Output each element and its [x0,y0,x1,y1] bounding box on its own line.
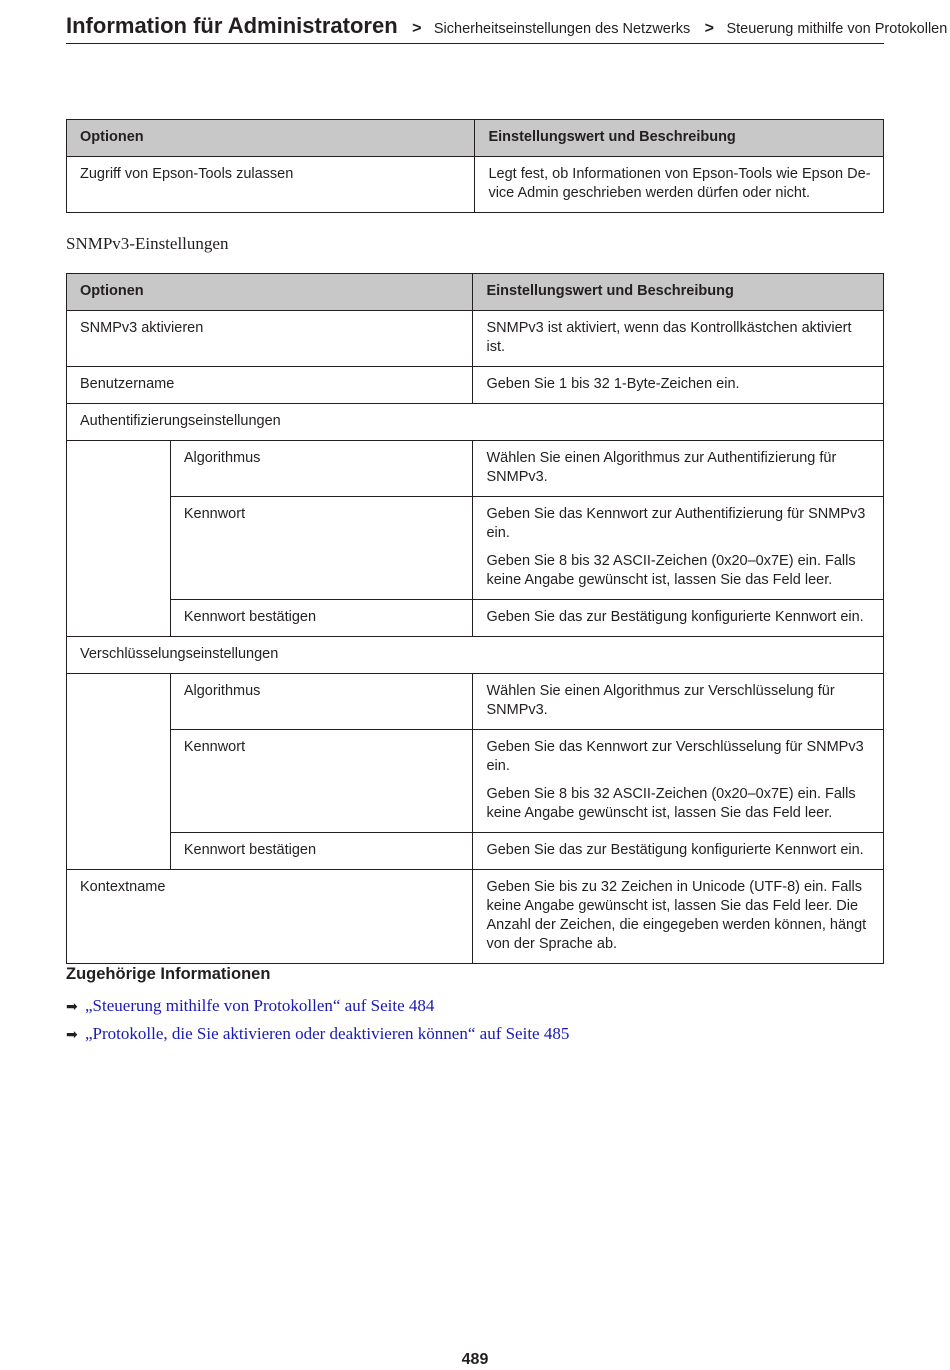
option-name: SNMPv3 aktivieren [67,311,473,367]
table-header-row [67,274,884,311]
option-description [473,497,884,600]
indent-cell [67,674,171,870]
group-row [67,404,884,441]
page-number: 489 [461,1351,489,1368]
option-name: Algorithmus [170,441,473,497]
description-paragraph: Geben Sie das Kennwort zur Verschlüsselung für SNMPv3 ein. [486,739,864,774]
option-name: Kennwort [170,497,473,600]
description-paragraph: Geben Sie das Kennwort zur Authentifizierung für SNMPv3 ein. [486,506,866,541]
column-header-options: Optionen [67,274,473,311]
arrow-right-icon: ➡ [66,999,78,1015]
table-row [67,674,884,730]
table-header-row [67,120,884,157]
table-row [67,441,884,497]
column-header-options: Optionen [67,120,475,157]
option-name: Algorithmus [170,674,473,730]
group-label-authentication: Authentifizierungseinstellungen [67,404,884,441]
related-info-heading: Zugehörige Informationen [66,965,271,983]
option-description [473,730,884,833]
option-name: Kennwort bestätigen [170,833,473,870]
description-paragraph: Geben Sie 8 bis 32 ASCII-Zeichen (0x20–0x7E) ein. Falls keine Angabe gewünscht ist, lassen Sie das Feld leer. [486,553,856,588]
option-description: Wählen Sie einen Algorithmus zur Verschlüsselung für SNMPv3. [473,674,884,730]
table-row [67,600,884,637]
option-description: Geben Sie bis zu 32 Zeichen in Unicode (UTF-8) ein. Falls keine Angabe gewünscht ist, lassen Sie das Feld leer. Die Anzahl der Zeichen, die eingegeben werden können, hängt von der Sprache ab. [473,870,884,964]
option-name: Kennwort bestätigen [170,600,473,637]
group-row [67,637,884,674]
option-description: SNMPv3 ist aktiviert, wenn das Kontrollkästchen aktiviert ist. [473,311,884,367]
breadcrumb-protocol-control[interactable]: Steuerung mithilfe von Protokollen [726,21,948,37]
option-description: Geben Sie das zur Bestätigung konfigurierte Kennwort ein. [473,833,884,870]
table-row [67,157,884,213]
related-link-item [66,996,434,1016]
epson-tools-table [66,119,884,213]
option-name: Benutzername [67,367,473,404]
related-link-item [66,1024,569,1044]
table-row [67,497,884,600]
column-header-value: Einstellungswert und Beschreibung [473,274,884,311]
group-label-encryption: Verschlüsselungseinstellungen [67,637,884,674]
option-name: Kontextname [67,870,473,964]
table-row [67,833,884,870]
page-header [66,10,948,44]
description-paragraph: Geben Sie 8 bis 32 ASCII-Zeichen (0x20–0x7E) ein. Falls keine Angabe gewünscht ist, lassen Sie das Feld leer. [486,786,856,821]
related-link-protocols-toggle[interactable]: „Protokolle, die Sie aktivieren oder deaktivieren können“ auf Seite 485 [85,1024,570,1043]
breadcrumb-separator: > [704,20,714,37]
table-row [67,870,884,964]
column-header-value: Einstellungswert und Beschreibung [475,120,884,157]
related-link-protocol-control[interactable]: „Steuerung mithilfe von Protokollen“ auf Seite 484 [85,996,435,1015]
option-name: Kennwort [170,730,473,833]
header-title: Information für Administratoren [66,13,398,38]
option-name: Zugriff von Epson-Tools zulassen [67,157,475,213]
option-description: Wählen Sie einen Algorithmus zur Authentifizierung für SNMPv3. [473,441,884,497]
table-row [67,730,884,833]
indent-cell [67,441,171,637]
table-row [67,311,884,367]
arrow-right-icon: ➡ [66,1027,78,1043]
option-description: Geben Sie 1 bis 32 1-Byte-Zeichen ein. [473,367,884,404]
option-description: Geben Sie das zur Bestätigung konfigurierte Kennwort ein. [473,600,884,637]
option-description: Legt fest, ob Informationen von Epson-Tools wie Epson Device Admin geschrieben werden dürfen oder nicht. [475,157,884,213]
breadcrumb-network-security[interactable]: Sicherheitseinstellungen des Netzwerks [433,21,691,37]
snmpv3-settings-table [66,273,884,964]
section-heading: SNMPv3-Einstellungen [66,234,229,253]
breadcrumb-separator: > [412,20,422,37]
table-row [67,367,884,404]
